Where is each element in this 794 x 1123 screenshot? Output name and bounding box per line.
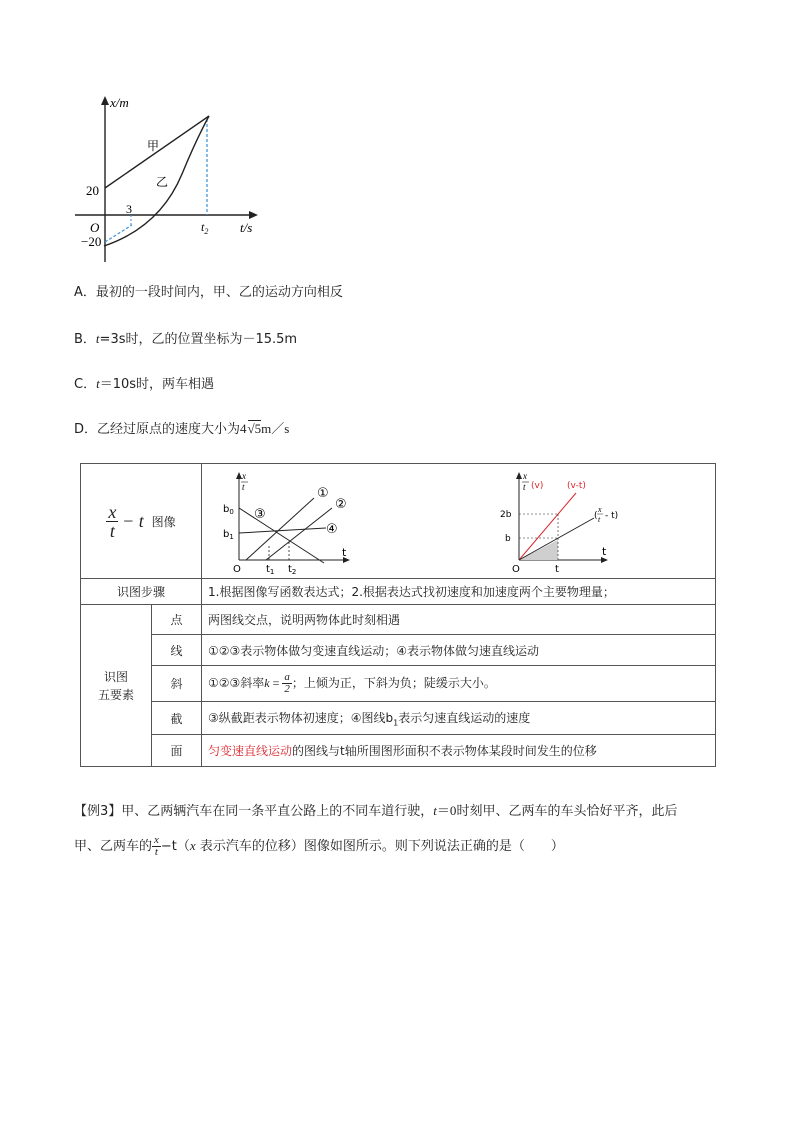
knowledge-table — [80, 463, 716, 767]
point-text: 两图线交点，说明两物体此时刻相遇 — [202, 605, 716, 635]
graph-xt-t-1 — [214, 468, 354, 576]
svg-text:③: ③ — [254, 507, 266, 522]
svg-text:2b: 2b — [500, 510, 512, 520]
option-c: C．t＝10s时，两车相遇 — [74, 376, 215, 392]
graphs-cell — [202, 464, 716, 579]
svg-text:(: ( — [594, 511, 598, 521]
svg-text:t: t — [602, 545, 607, 558]
intercept-text: ③纵截距表示物体初速度；④图线$b_1$表示匀速直线运动的速度 — [202, 702, 716, 735]
y-tick-neg20: −20 — [81, 234, 102, 249]
example-line-1: 【例3】甲、乙两辆汽车在同一条平直公路上的不同车道行驶，t＝0时刻甲、乙两车的车头恰好平齐，此后 — [74, 803, 678, 819]
line-text: ①②③表示物体做匀变速直线运动；④表示物体做匀速直线运动 — [202, 635, 716, 666]
option-b: B．t=3s时，乙的位置坐标为－15.5m — [74, 331, 298, 347]
svg-text:b0: $b_0$ — [223, 504, 234, 516]
y-tick-20: 20 — [86, 183, 99, 198]
svg-text:②: ② — [335, 497, 347, 512]
label-yi: 乙 — [156, 175, 169, 189]
example-3 — [74, 794, 734, 864]
header-cell: $\frac{x}{t}$ − t 图像 — [81, 464, 202, 579]
tick-3-label: 3 — [126, 202, 132, 216]
option-a: A．最初的一段时间内，甲、乙的运动方向相反 — [74, 285, 343, 300]
x-axis-label: t/s — [240, 220, 253, 235]
svg-text:t: t — [555, 564, 559, 575]
area-label: 面 — [152, 735, 202, 767]
header-frac: $\frac{x}{t}$ — [108, 501, 117, 541]
steps-label: 识图步骤 — [81, 579, 202, 605]
svg-text:①: ① — [317, 486, 329, 501]
svg-text:O: O — [512, 564, 520, 575]
svg-text:b: b — [505, 534, 511, 544]
svg-text:x: x — [242, 471, 246, 481]
svg-text:t: t — [342, 546, 347, 559]
svg-text:(v): (v) — [531, 481, 544, 491]
svg-text:O: O — [233, 564, 241, 575]
xt-figure — [70, 92, 280, 272]
svg-text:x: x — [598, 505, 602, 514]
point-label: 点 — [152, 605, 202, 635]
svg-text:t1: $t_1$ — [266, 564, 275, 576]
t2-label: $t_2$ — [201, 220, 209, 236]
tangent-guide — [105, 225, 132, 242]
area-text: 匀变速直线运动的图线与t轴所围图形面积不表示物体某段时间发生的位移 — [202, 735, 716, 767]
svg-text:④: ④ — [326, 522, 338, 537]
svg-text:- t): - t) — [605, 511, 619, 521]
svg-text:b1: $b_1$ — [223, 529, 234, 541]
y-axis-label: x/m — [110, 95, 129, 110]
graph-xt-t-2 — [494, 468, 644, 576]
svg-text:(v-t): (v-t) — [567, 481, 586, 491]
x-axis-arrow — [249, 211, 258, 219]
slope-text: ①②③斜率k = $\frac{a}{2}$ ；上倾为正，下斜为负；陡缓示大小。 — [202, 666, 716, 702]
line-label: 线 — [152, 635, 202, 666]
steps-text: 1.根据图像写函数表达式；2.根据表达式找初速度和加速度两个主要物理量； — [202, 579, 716, 605]
y-axis-arrow — [101, 96, 109, 105]
intercept-label: 截 — [152, 702, 202, 735]
label-jia: 甲 — [147, 139, 160, 153]
svg-text:t2: $t_2$ — [288, 564, 297, 576]
svg-text:t: t — [523, 482, 526, 492]
five-elements-label: 识图 五要素 — [81, 605, 152, 767]
option-d: D．乙经过原点的速度大小为4√5m／s — [74, 421, 290, 437]
origin-label: O — [90, 220, 100, 235]
example-line-2: 甲、乙两车的 $\frac{x}{t}$ −t（x 表示汽车的位移）图像如图所示。则下列说法正确的是（ ） — [74, 834, 564, 858]
slope-label: 斜 — [152, 666, 202, 702]
svg-text:x: x — [523, 471, 527, 481]
svg-text:t: t — [242, 482, 245, 492]
svg-text:t: t — [598, 515, 601, 524]
